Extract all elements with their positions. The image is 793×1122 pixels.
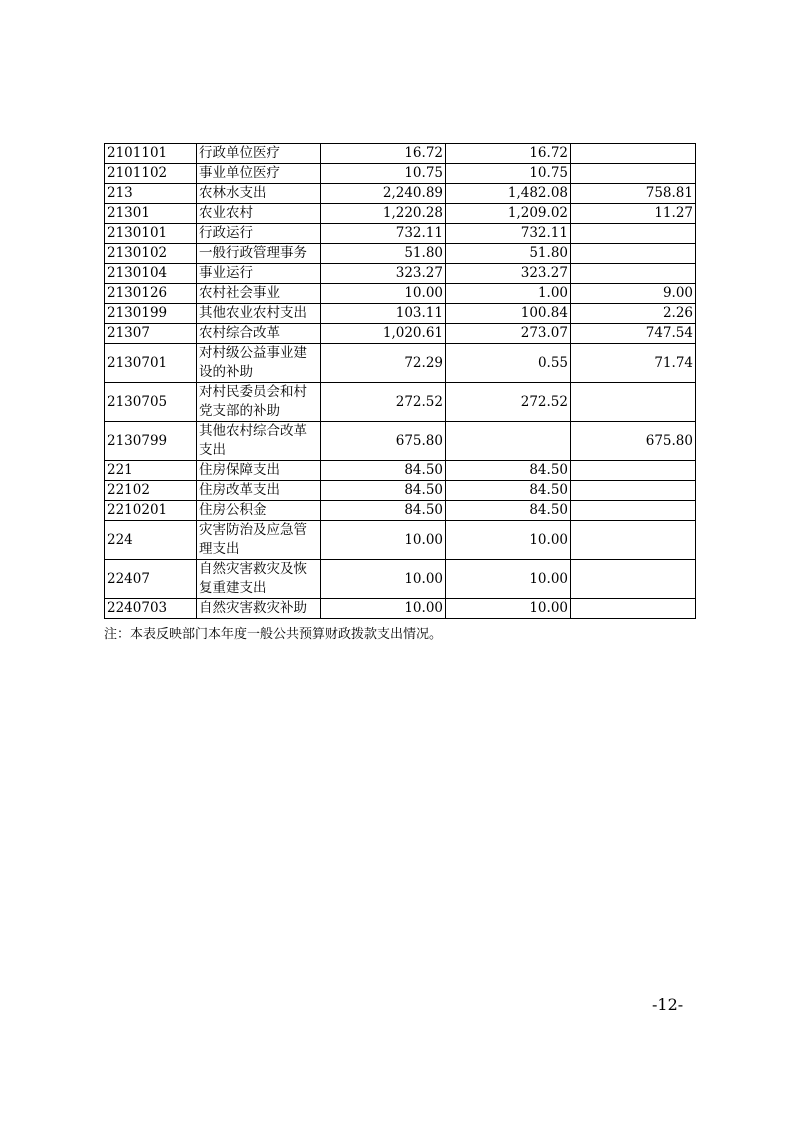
basic-expenditure-cell: 10.75 [446, 164, 571, 184]
subject-name-cell: 农业农村 [197, 204, 321, 224]
subject-name-cell: 事业单位医疗 [197, 164, 321, 184]
basic-expenditure-cell: 10.00 [446, 521, 571, 560]
subject-name-cell: 住房公积金 [197, 501, 321, 521]
project-expenditure-cell [571, 461, 696, 481]
basic-expenditure-cell: 1,209.02 [446, 204, 571, 224]
total-amount-cell: 1,020.61 [321, 324, 446, 344]
basic-expenditure-cell: 100.84 [446, 304, 571, 324]
basic-expenditure-cell: 272.52 [446, 383, 571, 422]
total-amount-cell: 732.11 [321, 224, 446, 244]
subject-code-cell: 21301 [105, 204, 197, 224]
project-expenditure-cell [571, 144, 696, 164]
subject-name-cell: 行政单位医疗 [197, 144, 321, 164]
total-amount-cell: 103.11 [321, 304, 446, 324]
subject-code-cell: 2101102 [105, 164, 197, 184]
total-amount-cell: 10.00 [321, 599, 446, 619]
basic-expenditure-cell: 84.50 [446, 461, 571, 481]
basic-expenditure-cell: 273.07 [446, 324, 571, 344]
table-row [105, 184, 696, 204]
subject-name-cell: 农村社会事业 [197, 284, 321, 304]
table-body [105, 144, 696, 619]
table-row [105, 264, 696, 284]
table-row [105, 204, 696, 224]
basic-expenditure-cell: 84.50 [446, 501, 571, 521]
table-row [105, 224, 696, 244]
table-row [105, 422, 696, 461]
table-row [105, 560, 696, 599]
subject-code-cell: 22102 [105, 481, 197, 501]
subject-name-cell: 对村民委员会和村党支部的补助 [197, 383, 321, 422]
project-expenditure-cell: 675.80 [571, 422, 696, 461]
subject-code-cell: 2130701 [105, 344, 197, 383]
table-row [105, 481, 696, 501]
subject-code-cell: 2130101 [105, 224, 197, 244]
subject-code-cell: 2130705 [105, 383, 197, 422]
subject-name-cell: 住房保障支出 [197, 461, 321, 481]
basic-expenditure-cell: 0.55 [446, 344, 571, 383]
table-row [105, 324, 696, 344]
basic-expenditure-cell: 323.27 [446, 264, 571, 284]
table-row [105, 461, 696, 481]
subject-name-cell: 对村级公益事业建设的补助 [197, 344, 321, 383]
subject-code-cell: 2130102 [105, 244, 197, 264]
table-note: 注：本表反映部门本年度一般公共预算财政拨款支出情况。 [104, 627, 443, 642]
table-row [105, 599, 696, 619]
total-amount-cell: 10.75 [321, 164, 446, 184]
subject-code-cell: 213 [105, 184, 197, 204]
total-amount-cell: 675.80 [321, 422, 446, 461]
project-expenditure-cell: 758.81 [571, 184, 696, 204]
table-row [105, 521, 696, 560]
basic-expenditure-cell: 84.50 [446, 481, 571, 501]
subject-name-cell: 灾害防治及应急管理支出 [197, 521, 321, 560]
project-expenditure-cell: 11.27 [571, 204, 696, 224]
basic-expenditure-cell: 10.00 [446, 599, 571, 619]
project-expenditure-cell: 2.26 [571, 304, 696, 324]
table-row [105, 344, 696, 383]
total-amount-cell: 84.50 [321, 481, 446, 501]
subject-code-cell: 2130799 [105, 422, 197, 461]
total-amount-cell: 84.50 [321, 461, 446, 481]
subject-name-cell: 自然灾害救灾补助 [197, 599, 321, 619]
subject-code-cell: 2130104 [105, 264, 197, 284]
project-expenditure-cell [571, 481, 696, 501]
project-expenditure-cell [571, 244, 696, 264]
basic-expenditure-cell: 10.00 [446, 560, 571, 599]
total-amount-cell: 2,240.89 [321, 184, 446, 204]
basic-expenditure-cell: 1,482.08 [446, 184, 571, 204]
table-row [105, 144, 696, 164]
table-row [105, 501, 696, 521]
project-expenditure-cell [571, 164, 696, 184]
subject-name-cell: 住房改革支出 [197, 481, 321, 501]
project-expenditure-cell [571, 224, 696, 244]
subject-name-cell: 一般行政管理事务 [197, 244, 321, 264]
total-amount-cell: 272.52 [321, 383, 446, 422]
basic-expenditure-cell: 1.00 [446, 284, 571, 304]
table-row [105, 244, 696, 264]
basic-expenditure-cell: 51.80 [446, 244, 571, 264]
subject-name-cell: 自然灾害救灾及恢复重建支出 [197, 560, 321, 599]
basic-expenditure-cell [446, 422, 571, 461]
basic-expenditure-cell: 732.11 [446, 224, 571, 244]
subject-name-cell: 其他农村综合改革支出 [197, 422, 321, 461]
subject-code-cell: 2130199 [105, 304, 197, 324]
project-expenditure-cell [571, 521, 696, 560]
total-amount-cell: 10.00 [321, 284, 446, 304]
page-number: -12- [652, 995, 684, 1014]
project-expenditure-cell [571, 383, 696, 422]
table-row [105, 383, 696, 422]
subject-name-cell: 行政运行 [197, 224, 321, 244]
project-expenditure-cell [571, 501, 696, 521]
subject-code-cell: 221 [105, 461, 197, 481]
basic-expenditure-cell: 16.72 [446, 144, 571, 164]
project-expenditure-cell: 71.74 [571, 344, 696, 383]
subject-name-cell: 农林水支出 [197, 184, 321, 204]
project-expenditure-cell [571, 264, 696, 284]
budget-expenditure-table [104, 143, 696, 619]
total-amount-cell: 16.72 [321, 144, 446, 164]
subject-name-cell: 农村综合改革 [197, 324, 321, 344]
table-row [105, 164, 696, 184]
subject-code-cell: 224 [105, 521, 197, 560]
project-expenditure-cell [571, 599, 696, 619]
subject-code-cell: 21307 [105, 324, 197, 344]
total-amount-cell: 10.00 [321, 560, 446, 599]
table-row [105, 284, 696, 304]
subject-code-cell: 22407 [105, 560, 197, 599]
subject-code-cell: 2210201 [105, 501, 197, 521]
table-row [105, 304, 696, 324]
subject-name-cell: 事业运行 [197, 264, 321, 284]
total-amount-cell: 72.29 [321, 344, 446, 383]
total-amount-cell: 51.80 [321, 244, 446, 264]
subject-name-cell: 其他农业农村支出 [197, 304, 321, 324]
project-expenditure-cell: 9.00 [571, 284, 696, 304]
subject-code-cell: 2240703 [105, 599, 197, 619]
total-amount-cell: 1,220.28 [321, 204, 446, 224]
subject-code-cell: 2130126 [105, 284, 197, 304]
total-amount-cell: 84.50 [321, 501, 446, 521]
subject-code-cell: 2101101 [105, 144, 197, 164]
project-expenditure-cell [571, 560, 696, 599]
project-expenditure-cell: 747.54 [571, 324, 696, 344]
total-amount-cell: 10.00 [321, 521, 446, 560]
total-amount-cell: 323.27 [321, 264, 446, 284]
